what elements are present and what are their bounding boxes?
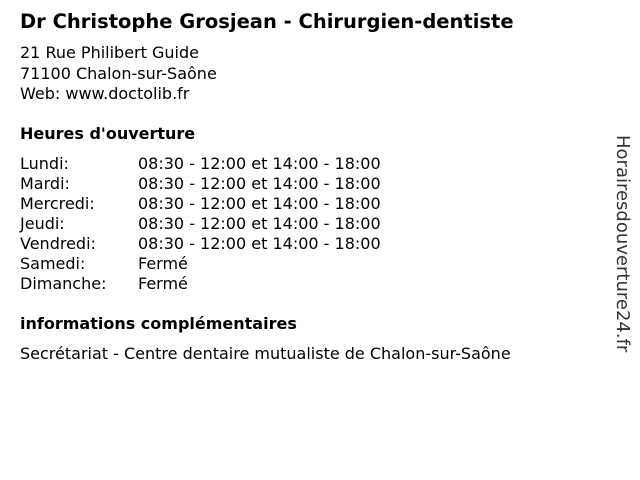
day-label: Vendredi: [20, 234, 96, 253]
address-city: 71100 Chalon-sur-Saône [20, 63, 217, 83]
day-label: Jeudi: [20, 214, 65, 233]
hours-heading: Heures d'ouverture [20, 124, 196, 143]
site-watermark: Horairesdouverture24.fr [612, 135, 633, 353]
info-heading: informations complémentaires [20, 314, 297, 333]
info-text: Secrétariat - Centre dentaire mutualiste de Chalon-sur-Saône [20, 344, 511, 363]
day-label: Mardi: [20, 174, 70, 193]
address-block [20, 43, 217, 105]
day-hours: 08:30 - 12:00 et 14:00 - 18:00 [138, 174, 381, 193]
day-hours: 08:30 - 12:00 et 14:00 - 18:00 [138, 234, 381, 253]
day-hours: 08:30 - 12:00 et 14:00 - 18:00 [138, 194, 381, 213]
day-label: Lundi: [20, 154, 69, 173]
address-street: 21 Rue Philibert Guide [20, 43, 199, 62]
address-web: Web: www.doctolib.fr [20, 84, 190, 103]
day-label: Mercredi: [20, 194, 95, 213]
day-hours: 08:30 - 12:00 et 14:00 - 18:00 [138, 214, 381, 233]
day-hours: Fermé [138, 274, 188, 293]
day-hours: 08:30 - 12:00 et 14:00 - 18:00 [138, 154, 381, 173]
page-title: Dr Christophe Grosjean - Chirurgien-dentiste [20, 10, 514, 33]
day-label: Dimanche: [20, 274, 107, 293]
day-label: Samedi: [20, 254, 86, 273]
day-hours: Fermé [138, 254, 188, 273]
